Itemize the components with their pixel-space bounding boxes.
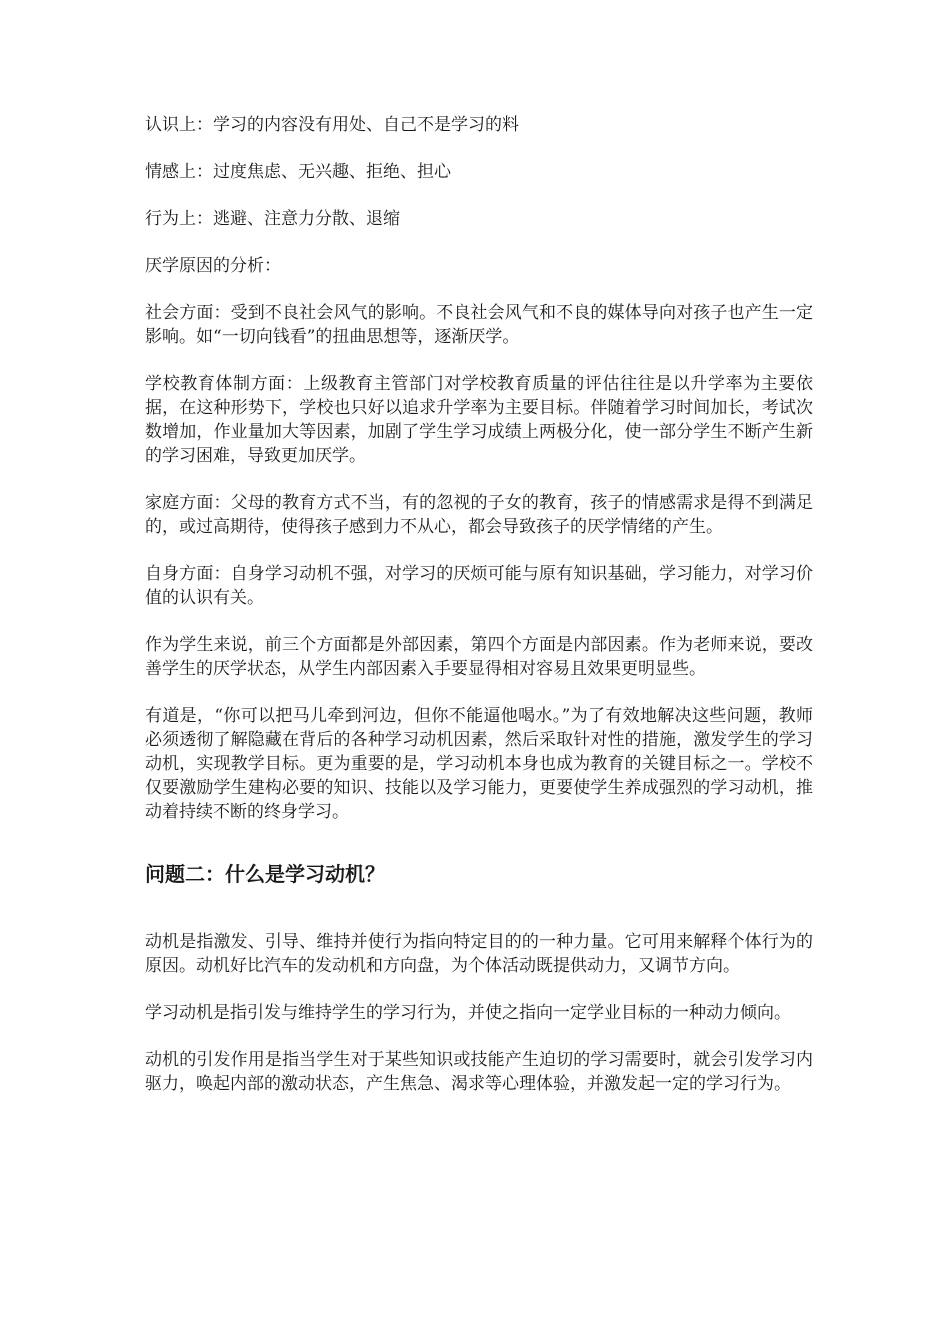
- paragraph-behavior: 行为上：逃避、注意力分散、退缩: [145, 209, 400, 229]
- paragraph-emotion: 情感上：过度焦虑、无兴趣、拒绝、担心: [145, 162, 451, 182]
- paragraph-analysis-title: 厌学原因的分析：: [145, 256, 281, 276]
- section-heading: 问题二：什么是学习动机？: [145, 862, 385, 886]
- paragraph-school: 学校教育体制方面：上级教育主管部门对学校教育质量的评估往往是以升学率为主要依据，在这种形势下，学校也只好以追求升学率为主要目标。伴随着学习时间加长，考试次数增加，作业量加大等因素，加剧了学生学习成绩上两极分化，使一部分学生不断产生新的学习困难，导致更加厌学。: [145, 374, 813, 466]
- paragraph-horse-saying: 有道是，“你可以把马儿牵到河边，但你不能逼他喝水。”为了有效地解决这些问题，教师必须透彻了解隐藏在背后的各种学习动机因素，然后采取针对性的措施，激发学生的学习动机，实现教学目标。更为重要的是，学习动机本身也成为教育的关键目标之一。学校不仅要激励学生建构必要的知识、技能以及学习能力，更要使学生养成强烈的学习动机，推动着持续不断的终身学习。: [145, 706, 813, 822]
- paragraph-self: 自身方面：自身学习动机不强，对学习的厌烦可能与原有知识基础，学习能力，对学习价值的认识有关。: [145, 564, 813, 608]
- paragraph-cognition: 认识上：学习的内容没有用处、自己不是学习的料: [145, 115, 519, 135]
- paragraph-motivation-trigger: 动机的引发作用是指当学生对于某些知识或技能产生迫切的学习需要时，就会引发学习内驱力，唤起内部的激动状态，产生焦急、渴求等心理体验，并激发起一定的学习行为。: [145, 1050, 813, 1094]
- document-body: [145, 113, 813, 1119]
- paragraph-social: 社会方面：受到不良社会风气的影响。不良社会风气和不良的媒体导向对孩子也产生一定影响。如“一切向钱看”的扭曲思想等，逐渐厌学。: [145, 303, 813, 347]
- paragraph-student-factors: 作为学生来说，前三个方面都是外部因素，第四个方面是内部因素。作为老师来说，要改善学生的厌学状态，从学生内部因素入手要显得相对容易且效果更明显些。: [145, 635, 813, 679]
- paragraph-learning-motivation: 学习动机是指引发与维持学生的学习行为，并使之指向一定学业目标的一种动力倾向。: [145, 1003, 791, 1023]
- paragraph-family: 家庭方面：父母的教育方式不当，有的忽视的子女的教育，孩子的情感需求是得不到满足的，或过高期待，使得孩子感到力不从心，都会导致孩子的厌学情绪的产生。: [145, 493, 813, 537]
- paragraph-motivation-definition: 动机是指激发、引导、维持并使行为指向特定目的的一种力量。它可用来解释个体行为的原因。动机好比汽车的发动机和方向盘，为个体活动既提供动力，又调节方向。: [145, 932, 813, 976]
